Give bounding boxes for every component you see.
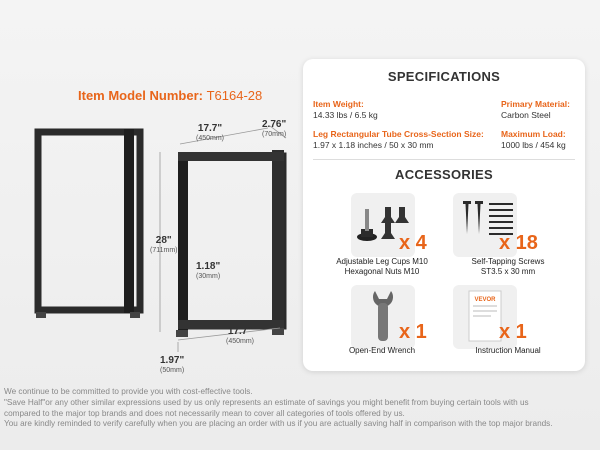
height-dimension [150, 236, 177, 254]
model-value: T6164-28 [206, 88, 263, 103]
back-leg-frame [36, 129, 140, 318]
spec-primary-material [501, 99, 570, 120]
bottom-width-dimension [226, 327, 254, 345]
tube-value: 1.18" [196, 261, 221, 272]
spec-key: Primary Material: [501, 99, 570, 109]
model-label: Item Model Number: [78, 88, 203, 103]
spec-item-weight [313, 99, 378, 120]
spec-key: Leg Rectangular Tube Cross-Section Size: [313, 129, 484, 139]
spec-value: 14.33 lbs / 6.5 kg [313, 109, 378, 120]
spec-tube-size [313, 129, 484, 150]
depth-dimension [262, 120, 286, 138]
caption-line: Self-Tapping Screws [471, 257, 545, 266]
wrench-quantity: x 1 [399, 321, 427, 343]
leg-cup-caption [323, 257, 441, 277]
disclaimer-line: We continue to be committed to provide you with cost-effective tools. [4, 387, 253, 396]
manual-brand: VEVOR [474, 297, 496, 303]
caption-line: Instruction Manual [475, 346, 541, 355]
depth-mm: (70mm) [262, 130, 287, 138]
specs-title: SPECIFICATIONS [387, 69, 501, 84]
leg-cup-quantity: x 4 [399, 232, 427, 254]
spec-value: Carbon Steel [501, 109, 551, 120]
top-width-mm: (450mm) [196, 134, 225, 142]
foot-mm: (50mm) [160, 366, 185, 374]
top-width-dimension [196, 124, 224, 142]
divider [313, 159, 575, 160]
bottom-width-value: 17.7" [227, 326, 253, 337]
screw-caption [449, 257, 567, 277]
tube-mm: (30mm) [196, 272, 221, 280]
disclaimer-line: "Save Half"or any other similar expressions used by us only represents an estimate of savings you might benefit from buying certain tools with us [4, 397, 529, 407]
spec-key: Maximum Load: [501, 129, 566, 139]
spec-key: Item Weight: [313, 99, 364, 109]
caption-line: Open-End Wrench [348, 346, 416, 355]
spec-panel [303, 59, 585, 371]
accessories-title: ACCESSORIES [395, 167, 493, 182]
tube-dimension [196, 262, 220, 280]
screw-quantity: x 18 [499, 232, 538, 254]
disclaimer-line: compared to the major top brands and does not necessarily mean to cover all categories of tools offered by us. [4, 408, 405, 418]
caption-line: Adjustable Leg Cups M10 [336, 257, 428, 266]
height-value: 28" [155, 235, 172, 246]
foot-value: 1.97" [160, 355, 185, 366]
front-leg-frame [176, 150, 284, 337]
top-width-value: 17.7" [197, 123, 223, 134]
foot-dimension [160, 356, 184, 374]
caption-line: Hexagonal Nuts M10 [344, 267, 420, 276]
spec-value: 1.97 x 1.18 inches / 50 x 30 mm [313, 139, 434, 150]
manual-caption [449, 346, 567, 356]
wrench-caption [323, 346, 441, 356]
caption-line: ST3.5 x 30 mm [480, 267, 536, 276]
bottom-width-mm: (450mm) [226, 337, 255, 345]
manual-quantity: x 1 [499, 321, 527, 343]
depth-value: 2.76" [262, 119, 287, 130]
disclaimer-footer [4, 387, 598, 430]
spec-value: 1000 lbs / 454 kg [501, 139, 566, 150]
height-mm: (711mm) [150, 246, 178, 254]
spec-maximum-load [501, 129, 566, 150]
disclaimer-line: You are kindly reminded to verify carefully when you are placing an order with us if you are actually saving half in comparison with the top major brands. [4, 419, 553, 429]
